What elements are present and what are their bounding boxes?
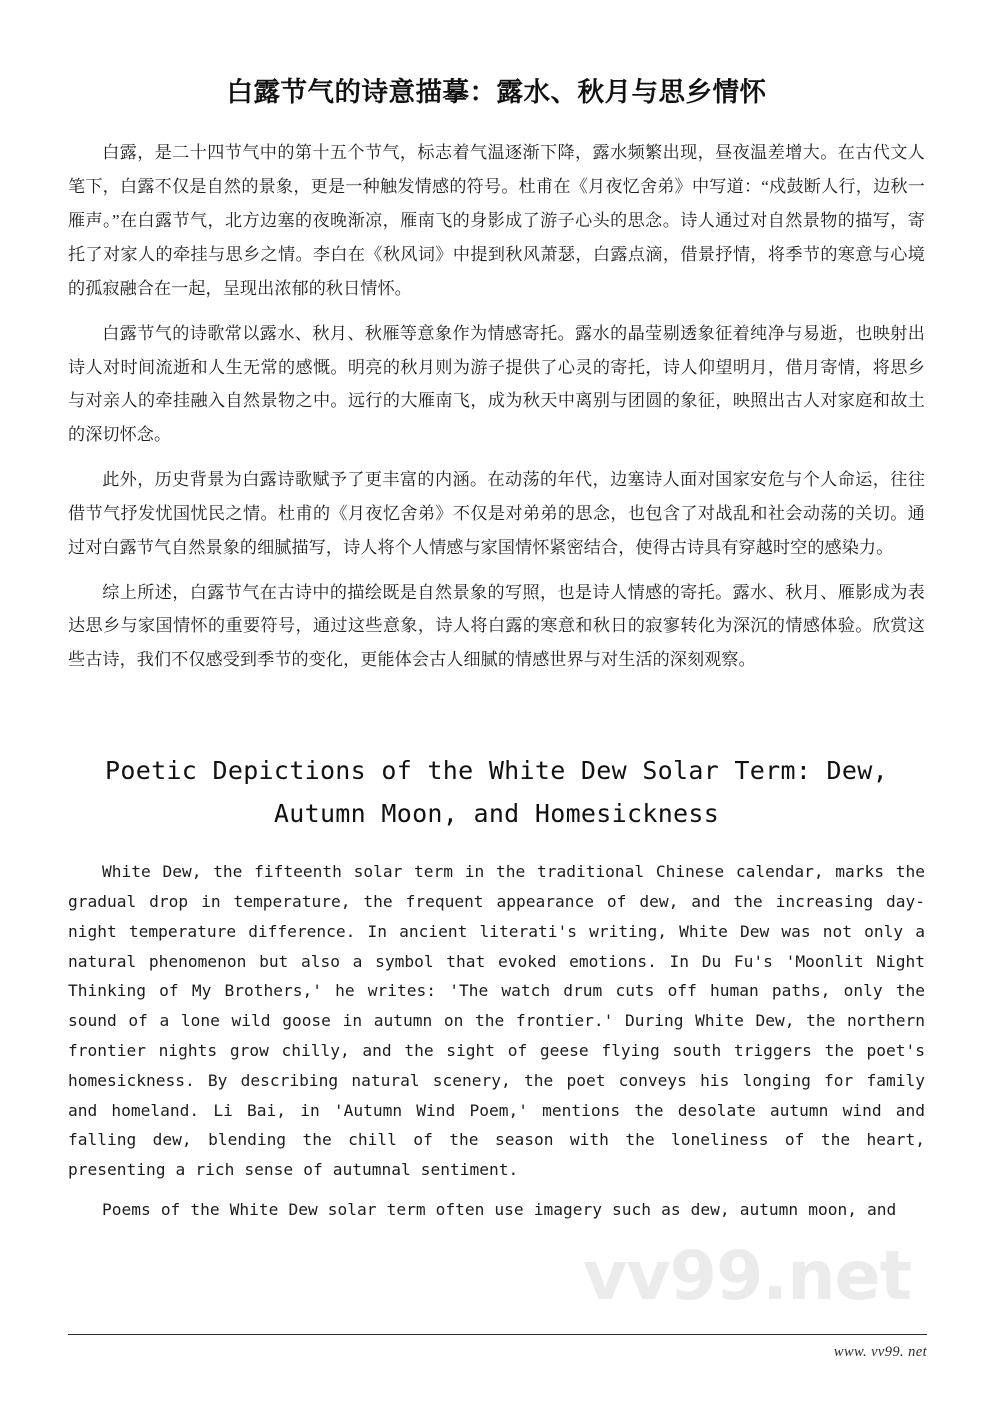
chinese-paragraph: 白露节气的诗歌常以露水、秋月、秋雁等意象作为情感寄托。露水的晶莹剔透象征着纯净与易逝，也映射出诗人对时间流逝和人生无常的感慨。明亮的秋月则为游子提供了心灵的寄托，诗人仰望明月，借月寄情，将思乡与对亲人的牵挂融入自然景物之中。远行的大雁南飞，成为秋天中离别与团圆的象征，映照出古人对家庭和故土的深切怀念。 bbox=[68, 323, 925, 445]
chinese-paragraph: 综上所述，白露节气在古诗中的描绘既是自然景象的写照，也是诗人情感的寄托。露水、秋月、雁影成为表达思乡与家国情怀的重要符号，通过这些意象，诗人将白露的寒意和秋日的寂寥转化为深沉的情感体验。欣赏这些古诗，我们不仅感受到季节的变化，更能体会古人细腻的情感世界与对生活的深刻观察。 bbox=[68, 582, 925, 670]
page-footer bbox=[68, 1334, 927, 1361]
english-body bbox=[68, 835, 925, 1225]
chinese-paragraph: 此外，历史背景为白露诗歌赋予了更丰富的内涵。在动荡的年代，边塞诗人面对国家安危与个人命运，往往借节气抒发忧国忧民之情。杜甫的《月夜忆舍弟》不仅是对弟弟的思念，也包含了对战乱和社会动荡的关切。通过对白露节气自然景象的细腻描写，诗人将个人情感与家国情怀紧密结合，使得古诗具有穿越时空的感染力。 bbox=[68, 470, 925, 557]
english-title: Poetic Depictions of the White Dew Solar Term: Dew, Autumn Moon, and Homesickness bbox=[105, 756, 888, 829]
english-paragraph: Poems of the White Dew solar term often use imagery such as dew, autumn moon, and bbox=[102, 1200, 897, 1220]
chinese-body bbox=[68, 110, 925, 677]
english-section bbox=[68, 677, 925, 1225]
chinese-title: 白露节气的诗意描摹：露水、秋月与思乡情怀 bbox=[226, 77, 767, 108]
site-watermark: vv99.net bbox=[583, 1237, 912, 1316]
footer-site-url: www. vv99. net bbox=[833, 1344, 927, 1360]
english-paragraph: White Dew, the fifteenth solar term in the traditional Chinese calendar, marks the gradual drop in temperature, the frequent appearance of dew, and the increasing day-night temperature difference. In ancient literati's writing, White Dew was not only a natural phenomenon but also a symbol that evoked emotions. In Du Fu's 'Moonlit Night Thinking of My Brothers,' he writes: 'The watch drum cuts off human paths, only the sound of a lone wild goose in autumn on the frontier.' During White Dew, the northern frontier nights grow chilly, and the sight of geese flying south triggers the poet's homesickness. By describing natural scenery, the poet conveys his longing for family and homeland. Li Bai, in 'Autumn Wind Poem,' mentions the desolate autumn wind and falling dew, blending the chill of the season with the loneliness of the heart, presenting a rich sense of autumnal sentiment. bbox=[68, 862, 925, 1180]
chinese-paragraph: 白露，是二十四节气中的第十五个节气，标志着气温逐渐下降，露水频繁出现，昼夜温差增大。在古代文人笔下，白露不仅是自然的景象，更是一种触发情感的符号。杜甫在《月夜忆舍弟》中写道：“戍鼓断人行，边秋一雁声。”在白露节气，北方边塞的夜晚渐凉，雁南飞的身影成了游子心头的思念。诗人通过对自然景物的描写，寄托了对家人的牵挂与思乡之情。李白在《秋风词》中提到秋风萧瑟，白露点滴，借景抒情，将季节的寒意与心境的孤寂融合在一起，呈现出浓郁的秋日情怀。 bbox=[68, 143, 925, 298]
